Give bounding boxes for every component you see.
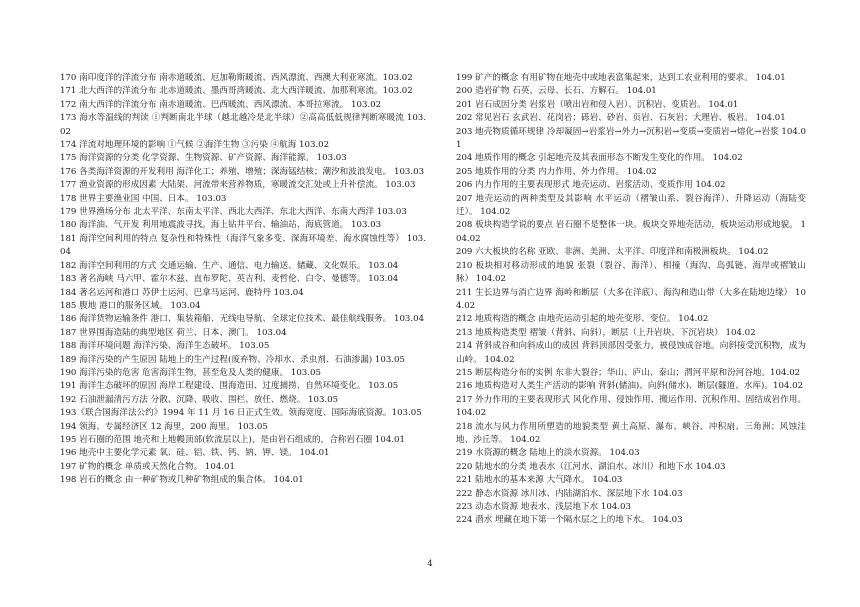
list-item: 217 外力作用的主要表现形式 风化作用、侵蚀作用、搬运作用、沉积作用、固结成岩作用。 104.02: [456, 394, 806, 419]
list-item: 171 北大西洋的洋流分布 北赤道暖流、墨西哥湾暖流、北大西洋暖流、加那利寒流。103.02: [60, 86, 413, 97]
left-column: [60, 72, 426, 488]
list-item: 176 各类海洋资源的开发利用 海洋化工；养殖、增殖；深海锰结核；潮汐和波浪发电。 103.03: [60, 166, 425, 177]
right-column: [456, 72, 806, 528]
page-number: 4: [427, 559, 433, 569]
list-item: 220 陆地水的分类 地表水（江河水、湖泊水、冰川）和地下水 104.03: [456, 461, 726, 472]
list-item: 196 地壳中主要化学元素 氧、硅、铝、铁、钙、钠、钾、镁。 104.01: [60, 448, 330, 459]
list-item: 175 海洋资源的分类 化学资源、生物资源、矿产资源、海洋能源。 103.03: [60, 153, 347, 164]
list-item: 172 南大西洋的洋流分布 南赤道暖流、巴西暖流、西风漂流、本哥拉寒流。 103.02: [60, 99, 382, 110]
list-item: 218 流水与风力作用所塑造的地貌类型 黄土高原、瀑布、峡谷、冲积扇、三角洲；风蚀洼地、沙丘等。 104.02: [456, 421, 806, 445]
list-item: 180 海洋油、气开发 利用地震波寻找。海上钻井平台、输油站、海底管道。 103.03: [60, 220, 382, 231]
list-item: 219 水资源的概念 陆地上的淡水资源。 104.03: [456, 448, 640, 459]
list-item: 183 著名海峡 马六甲、霍尔木兹、直布罗陀、英吉利、麦哲伦、白令、曼德等。 103.04: [60, 274, 399, 285]
list-item: 188 海洋环境问题 海洋污染、海洋生态破坏。 103.05: [60, 341, 270, 352]
list-item: 212 地质构造的概念 由地壳运动引起的地壳变形、变位。 104.02: [456, 314, 709, 325]
list-item: 194 领海、专属经济区 12 海里，200 海里。 103.05: [60, 421, 268, 432]
list-item: 187 世界围海造陆的典型地区 荷兰、日本、澳门。 103.04: [60, 327, 287, 338]
list-item: 207 地壳运动的两种类型及其影响 水平运动（褶皱山系、裂谷海洋）、升降运动（海陆变迁）。 104.02: [456, 193, 806, 218]
list-item: 221 陆地水的基本来源 大气降水。 104.03: [456, 475, 623, 486]
list-item: 179 世界渔场分布 北太平洋、东南太平洋、西北大西洋、东北大西洋、东南大西洋 103.03: [60, 207, 407, 218]
list-item: 224 潜水 埋藏在地下第一个隔水层之上的地下水。 104.03: [456, 515, 683, 526]
list-item: 199 矿产的概念 有用矿物在地壳中或地表富集起来，达到工农业利用的要求。 104.01: [456, 73, 786, 83]
list-item: 198 岩石的概念 由一种矿物或几种矿物组成的集合体。 104.01: [60, 475, 304, 486]
list-item: 200 造岩矿物 石英、云母、长石、方解石。 104.01: [456, 86, 657, 97]
list-item: 205 地质作用的分类 内力作用、外力作用。 104.02: [456, 166, 657, 177]
list-item: 208 板块构造学说的要点 岩石圈不是整体一块。板块交界地壳活动，板块运动形成地貌。 104.02: [456, 220, 806, 244]
list-item: 178 世界主要渔业国 中国、日本。 103.03: [60, 193, 227, 204]
list-item: 184 著名运河和港口 苏伊士运河、巴拿马运河、鹿特丹 103.04: [60, 287, 304, 298]
list-item: 209 六大板块的名称 亚欧、非洲、美洲、太平洋、印度洋和南极洲板块。 104.02: [456, 247, 769, 258]
list-item: 197 矿物的概念 单质或天然化合物。 104.01: [60, 461, 235, 472]
list-item: 216 地质构造对人类生产活动的影响 背斜(储油)、向斜(储水)、断层(隧道、水库)。104.02: [456, 381, 804, 392]
list-item: 189 海洋污染的产生原因 陆地上的生产过程(废弃物、冷却水、杀虫剂、石油渗漏) 103.05: [60, 354, 405, 365]
list-item: 203 地壳物质循环规律 冷却凝固→岩浆岩→外力→沉积岩→变质→变质岩→熔化→岩浆 104.01: [456, 126, 806, 151]
list-item: 210 板块相对移动形成的地貌 张裂（裂谷、海洋）、相撞（海沟、岛弧链、海岸或褶皱山脉） 104.02: [456, 260, 806, 285]
list-item: 193《联合国海洋法公约》1994 年 11 月 16 日正式生效。领海宽度、国际海底资源。103.05: [60, 408, 422, 419]
list-item: 214 背斜成谷和向斜成山的成因 背斜顶部因受张力，被侵蚀成谷地。向斜接受沉积物，成为山岭。 104.02: [456, 341, 806, 365]
list-item: 223 动态水资源 地表水、浅层地下水 104.03: [456, 502, 631, 512]
list-item: 195 岩石圈的范围 地壳和上地幔顶部(软流层以上)，是由岩石组成的，合称岩石圈 104.01: [60, 434, 405, 445]
list-item: 177 渔业资源的形成因素 大陆架、河流带来营养物质，寒暖流交汇处或上升补偿流。 103.03: [60, 180, 416, 191]
list-item: 181 海洋空间利用的特点 复杂性和特殊性（海洋气象多变、深海环境差、海水腐蚀性等） 103.04: [60, 233, 426, 258]
list-item: 201 岩石成因分类 岩浆岩（喷出岩和侵入岩）、沉积岩、变质岩。 104.01: [456, 99, 739, 110]
list-item: 204 地质作用的概念 引起地壳及其表面形态不断发生变化的作用。 104.02: [456, 153, 743, 164]
list-item: 190 海洋污染的危害 危害海洋生物，甚至危及人类的健康。 103.05: [60, 367, 321, 378]
list-item: 213 地质构造类型 褶皱（背斜、向斜），断层（上升岩块、下沉岩块） 104.02: [456, 327, 756, 338]
list-item: 206 内力作用的主要表现形式 地壳运动、岩浆活动、变质作用 104.02: [456, 180, 726, 191]
list-item: 170 南印度洋的洋流分布 南赤道暖流、厄加勒斯暖流、西风漂流、西澳大利亚寒流。103.02: [60, 73, 413, 83]
list-item: 215 断层构造分布的实例 东非大裂谷；华山、庐山、泰山；渭河平原和汾河谷地。104.02: [456, 367, 801, 378]
list-item: 202 常见岩石 玄武岩、花岗岩；砾岩、砂岩、页岩、石灰岩；大理岩、板岩。 104.01: [456, 113, 786, 124]
list-item: 186 海洋货物运输条件 港口、集装箱船、无线电导航、全球定位技术、最佳航线服务。 103.04: [60, 314, 425, 325]
list-item: 211 生长边界与消亡边界 海岭和断层（大多在洋底）、海沟和造山带（大多在陆地边缘） 104.02: [456, 287, 806, 311]
list-item: 182 海洋空间利用的方式 交通运输、生产、通信、电力输送、储藏、文化娱乐。 103.04: [60, 260, 399, 271]
list-item: 191 海洋生态破坏的原因 海岸工程建设、围海造田、过度捕捞、自然环境变化。 103.05: [60, 381, 399, 392]
list-item: 185 腹地 港口的服务区域。 103.04: [60, 300, 201, 311]
list-item: 174 洋流对地理环境的影响 ①气候 ②海洋生物 ③污染 ④航海 103.02: [60, 140, 330, 151]
list-item: 192 石油泄漏清污方法 分散、沉降、吸收、围栏、放任、燃烧。 103.05: [60, 394, 339, 405]
list-item: 173 海水等温线的判读 ①判断南北半球（越北越冷是北半球）②高高低低规律判断寒暖流 103.02: [60, 113, 426, 137]
list-item: 222 静态水资源 冰川冰、内陆湖泊水、深层地下水 104.03: [456, 488, 683, 499]
